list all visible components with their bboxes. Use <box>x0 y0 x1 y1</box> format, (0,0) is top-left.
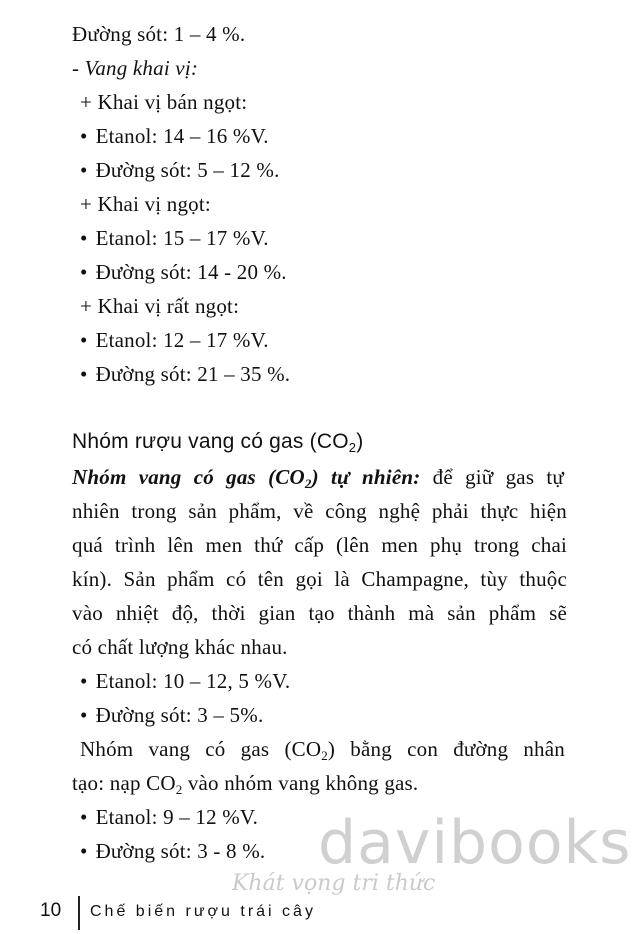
list-item: • Etanol: 10 – 12, 5 %V. <box>80 667 290 695</box>
list-item: • Đường sót: 3 - 8 %. <box>80 837 265 865</box>
sweet-subheading: + Khai vị ngọt: <box>80 192 211 216</box>
list-item: • Đường sót: 3 – 5%. <box>80 701 263 729</box>
aperitif-wine-heading: - Vang khai vị: <box>72 56 199 80</box>
paragraph-line: kín). Sản phẩm có tên gọi là Champagne, tùy thuộc <box>72 567 567 591</box>
natural-gas-wine-label: Nhóm vang có gas $(CO_2)$ tự nhiên: <box>72 465 421 491</box>
paragraph-line: vào nhiệt độ, thời gian tạo thành mà sản phẩm sẽ <box>72 601 567 625</box>
watermark-logo: davibooks <box>318 808 632 878</box>
paragraph-line: Nhóm vang có gas $(CO_2)$ bằng con đường nhân <box>80 737 565 763</box>
paragraph-line: nhiên trong sản phẩm, về công nghệ phải thực hiện <box>72 499 567 523</box>
list-item: • Etanol: 12 – 17 %V. <box>80 326 269 354</box>
list-item: • Etanol: 9 – 12 %V. <box>80 803 258 831</box>
very-sweet-subheading: + Khai vị rất ngọt: <box>80 294 240 318</box>
paragraph-line: tạo: nạp $CO_2$ vào nhóm vang không gas. <box>72 771 419 797</box>
semi-sweet-subheading: + Khai vị bán ngọt: <box>80 90 248 114</box>
list-item: • Đường sót: 14 - 20 %. <box>80 258 287 286</box>
section-heading: Nhóm rượu vang có gas $(CO_2)$ <box>72 430 364 455</box>
list-item: • Etanol: 14 – 16 %V. <box>80 122 269 150</box>
list-item: • Etanol: 15 – 17 %V. <box>80 224 269 252</box>
watermark-slogan: Khát vọng tri thức <box>232 871 436 896</box>
list-item: • Đường sót: 21 – 35 %. <box>80 360 290 388</box>
paragraph-line: quá trình lên men thứ cấp (lên men phụ trong chai <box>72 533 567 557</box>
footer-divider <box>78 896 80 930</box>
paragraph-line: Nhóm vang có gas $(CO_2)$ tự nhiên: để giữ gas tự <box>72 465 565 491</box>
page-number: 10 <box>40 900 62 921</box>
list-item: • Đường sót: 5 – 12 %. <box>80 156 280 184</box>
running-title: Chế biến rượu trái cây <box>90 903 316 920</box>
residual-sugar-line: Đường sót: 1 – 4 %. <box>72 22 246 46</box>
paragraph-line: có chất lượng khác nhau. <box>72 635 288 659</box>
